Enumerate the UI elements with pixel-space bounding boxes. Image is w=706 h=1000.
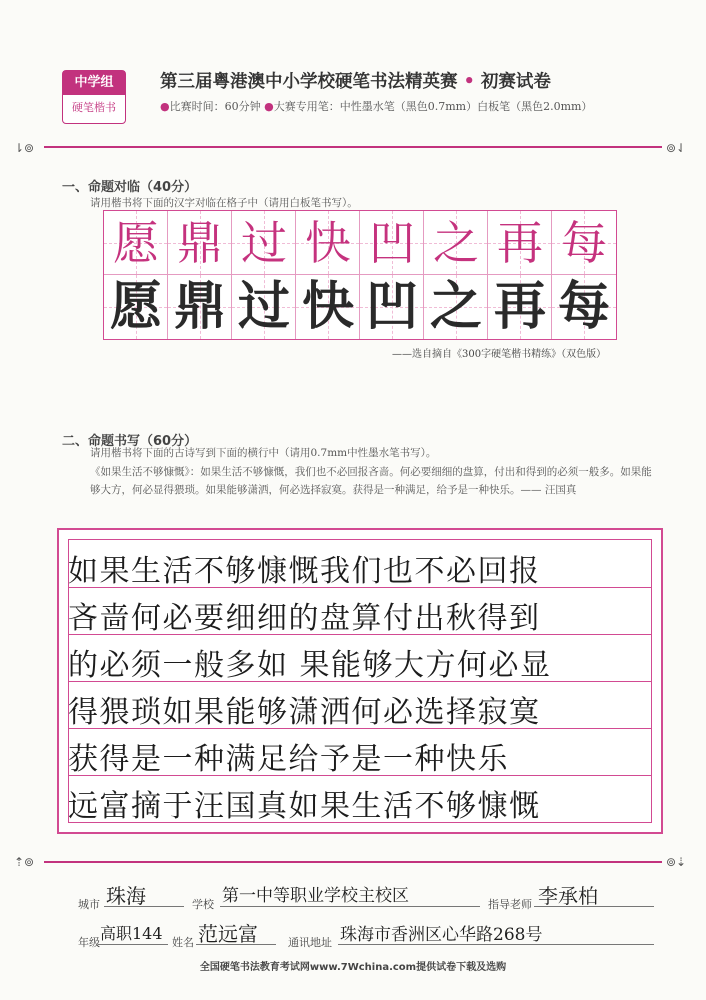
grade-label: 年级 xyxy=(78,936,100,949)
exam-subtitle xyxy=(160,98,592,114)
title-dot: • xyxy=(463,72,475,92)
header-divider xyxy=(44,146,662,148)
handwritten-char: 每 xyxy=(557,276,610,337)
badge-group-label: 中学组 xyxy=(63,71,125,95)
model-char: 快 xyxy=(305,216,351,270)
school-field[interactable]: 第一中等职业学校主校区 xyxy=(222,886,409,906)
handwritten-char: 再 xyxy=(493,276,546,337)
address-label: 通讯地址 xyxy=(288,936,332,949)
ornament-left-icon: ⇡⊚ xyxy=(14,855,35,869)
exam-title-tail: 初赛试卷 xyxy=(480,72,551,92)
site-footnote: 全国硬笔书法教育考试网www.7Wchina.com提供试卷下载及选购 xyxy=(199,962,507,973)
poem-text: 《如果生活不够慷慨》：如果生活不够慷慨，我们也不必回报吝啬。何必要细细的盘算，付出和得到的必须一般多。如果能够大方，何必显得猥琐。如果能够潇洒，何必选择寂寞。获得是一种满足，给予是一种快乐。—— 汪国真 xyxy=(90,466,652,496)
ornament-left-icon: ⇂⊚ xyxy=(14,141,35,155)
section1-instruction: 请用楷书将下面的汉字对临在格子中（请用白板笔书写）。 xyxy=(90,197,358,209)
section1-title: 一、命题对临（40分） xyxy=(62,180,198,195)
handwritten-char: 愿 xyxy=(109,276,162,337)
handwritten-char: 之 xyxy=(429,276,482,337)
teacher-label: 指导老师 xyxy=(488,898,532,911)
handwritten-char: 快 xyxy=(301,276,354,337)
teacher-underline xyxy=(534,906,654,907)
ornament-right-icon: ⊚⇣ xyxy=(666,855,687,869)
school-underline xyxy=(220,906,480,907)
badge-style-label: 硬笔楷书 xyxy=(72,101,116,114)
handwritten-line: 远富摘于汪国真如果生活不够慷慨 xyxy=(68,789,541,824)
section2-title: 二、命题书写（60分） xyxy=(62,434,198,449)
name-underline xyxy=(196,944,276,945)
footer-divider xyxy=(44,861,662,863)
section2-instruction: 请用楷书将下面的古诗写到下面的横行中（请用0.7mm中性墨水笔书写）。 xyxy=(90,447,437,459)
model-char: 过 xyxy=(241,216,287,270)
address-underline xyxy=(338,944,654,945)
model-char: 之 xyxy=(433,216,479,270)
model-char: 愿 xyxy=(113,216,159,270)
name-field[interactable]: 范远富 xyxy=(198,922,258,946)
handwritten-line: 吝啬何必要细细的盘算付出秋得到 xyxy=(68,601,541,636)
handwritten-line: 的必须一般多如 果能够大方何必显 xyxy=(68,648,552,683)
handwritten-line: 如果生活不够慷慨我们也不必回报 xyxy=(68,554,541,589)
model-char: 再 xyxy=(497,216,543,270)
group-badge xyxy=(62,70,126,124)
source-credit: ——选自摘自《300字硬笔楷书精练》（双色版） xyxy=(392,349,607,360)
exam-title-main: 第三届粤港澳中小学校硬笔书法精英赛 xyxy=(160,72,458,92)
handwritten-char: 过 xyxy=(237,276,290,337)
city-field[interactable]: 珠海 xyxy=(106,884,146,908)
model-char: 凹 xyxy=(369,216,415,270)
city-underline xyxy=(104,906,184,907)
teacher-field[interactable]: 李承柏 xyxy=(538,884,598,908)
handwritten-char: 凹 xyxy=(365,276,418,337)
name-label: 姓名 xyxy=(172,936,194,949)
subtitle-time: 比赛时间：60分钟 xyxy=(169,100,261,113)
address-field[interactable]: 珠海市香洲区心华路268号 xyxy=(340,925,543,945)
model-char: 鼎 xyxy=(177,216,223,270)
subtitle-pens: 大赛专用笔：中性墨水笔（黑色0.7mm）白板笔（黑色2.0mm） xyxy=(273,100,593,113)
ornament-right-icon: ⊚⇃ xyxy=(666,141,687,155)
model-char: 每 xyxy=(561,216,607,270)
handwritten-line: 得猥琐如果能够潇洒何必选择寂寞 xyxy=(68,695,541,730)
handwritten-char: 鼎 xyxy=(173,276,226,337)
bullet-icon: ● xyxy=(160,100,170,113)
exam-title xyxy=(160,68,551,93)
bullet-icon: ● xyxy=(264,100,274,113)
handwritten-line: 获得是一种满足给予是一种快乐 xyxy=(68,742,509,777)
grade-underline xyxy=(98,944,168,945)
grade-field[interactable]: 高职144 xyxy=(100,924,163,943)
city-label: 城市 xyxy=(78,898,100,911)
school-label: 学校 xyxy=(192,898,214,911)
copy-grid xyxy=(103,210,617,340)
